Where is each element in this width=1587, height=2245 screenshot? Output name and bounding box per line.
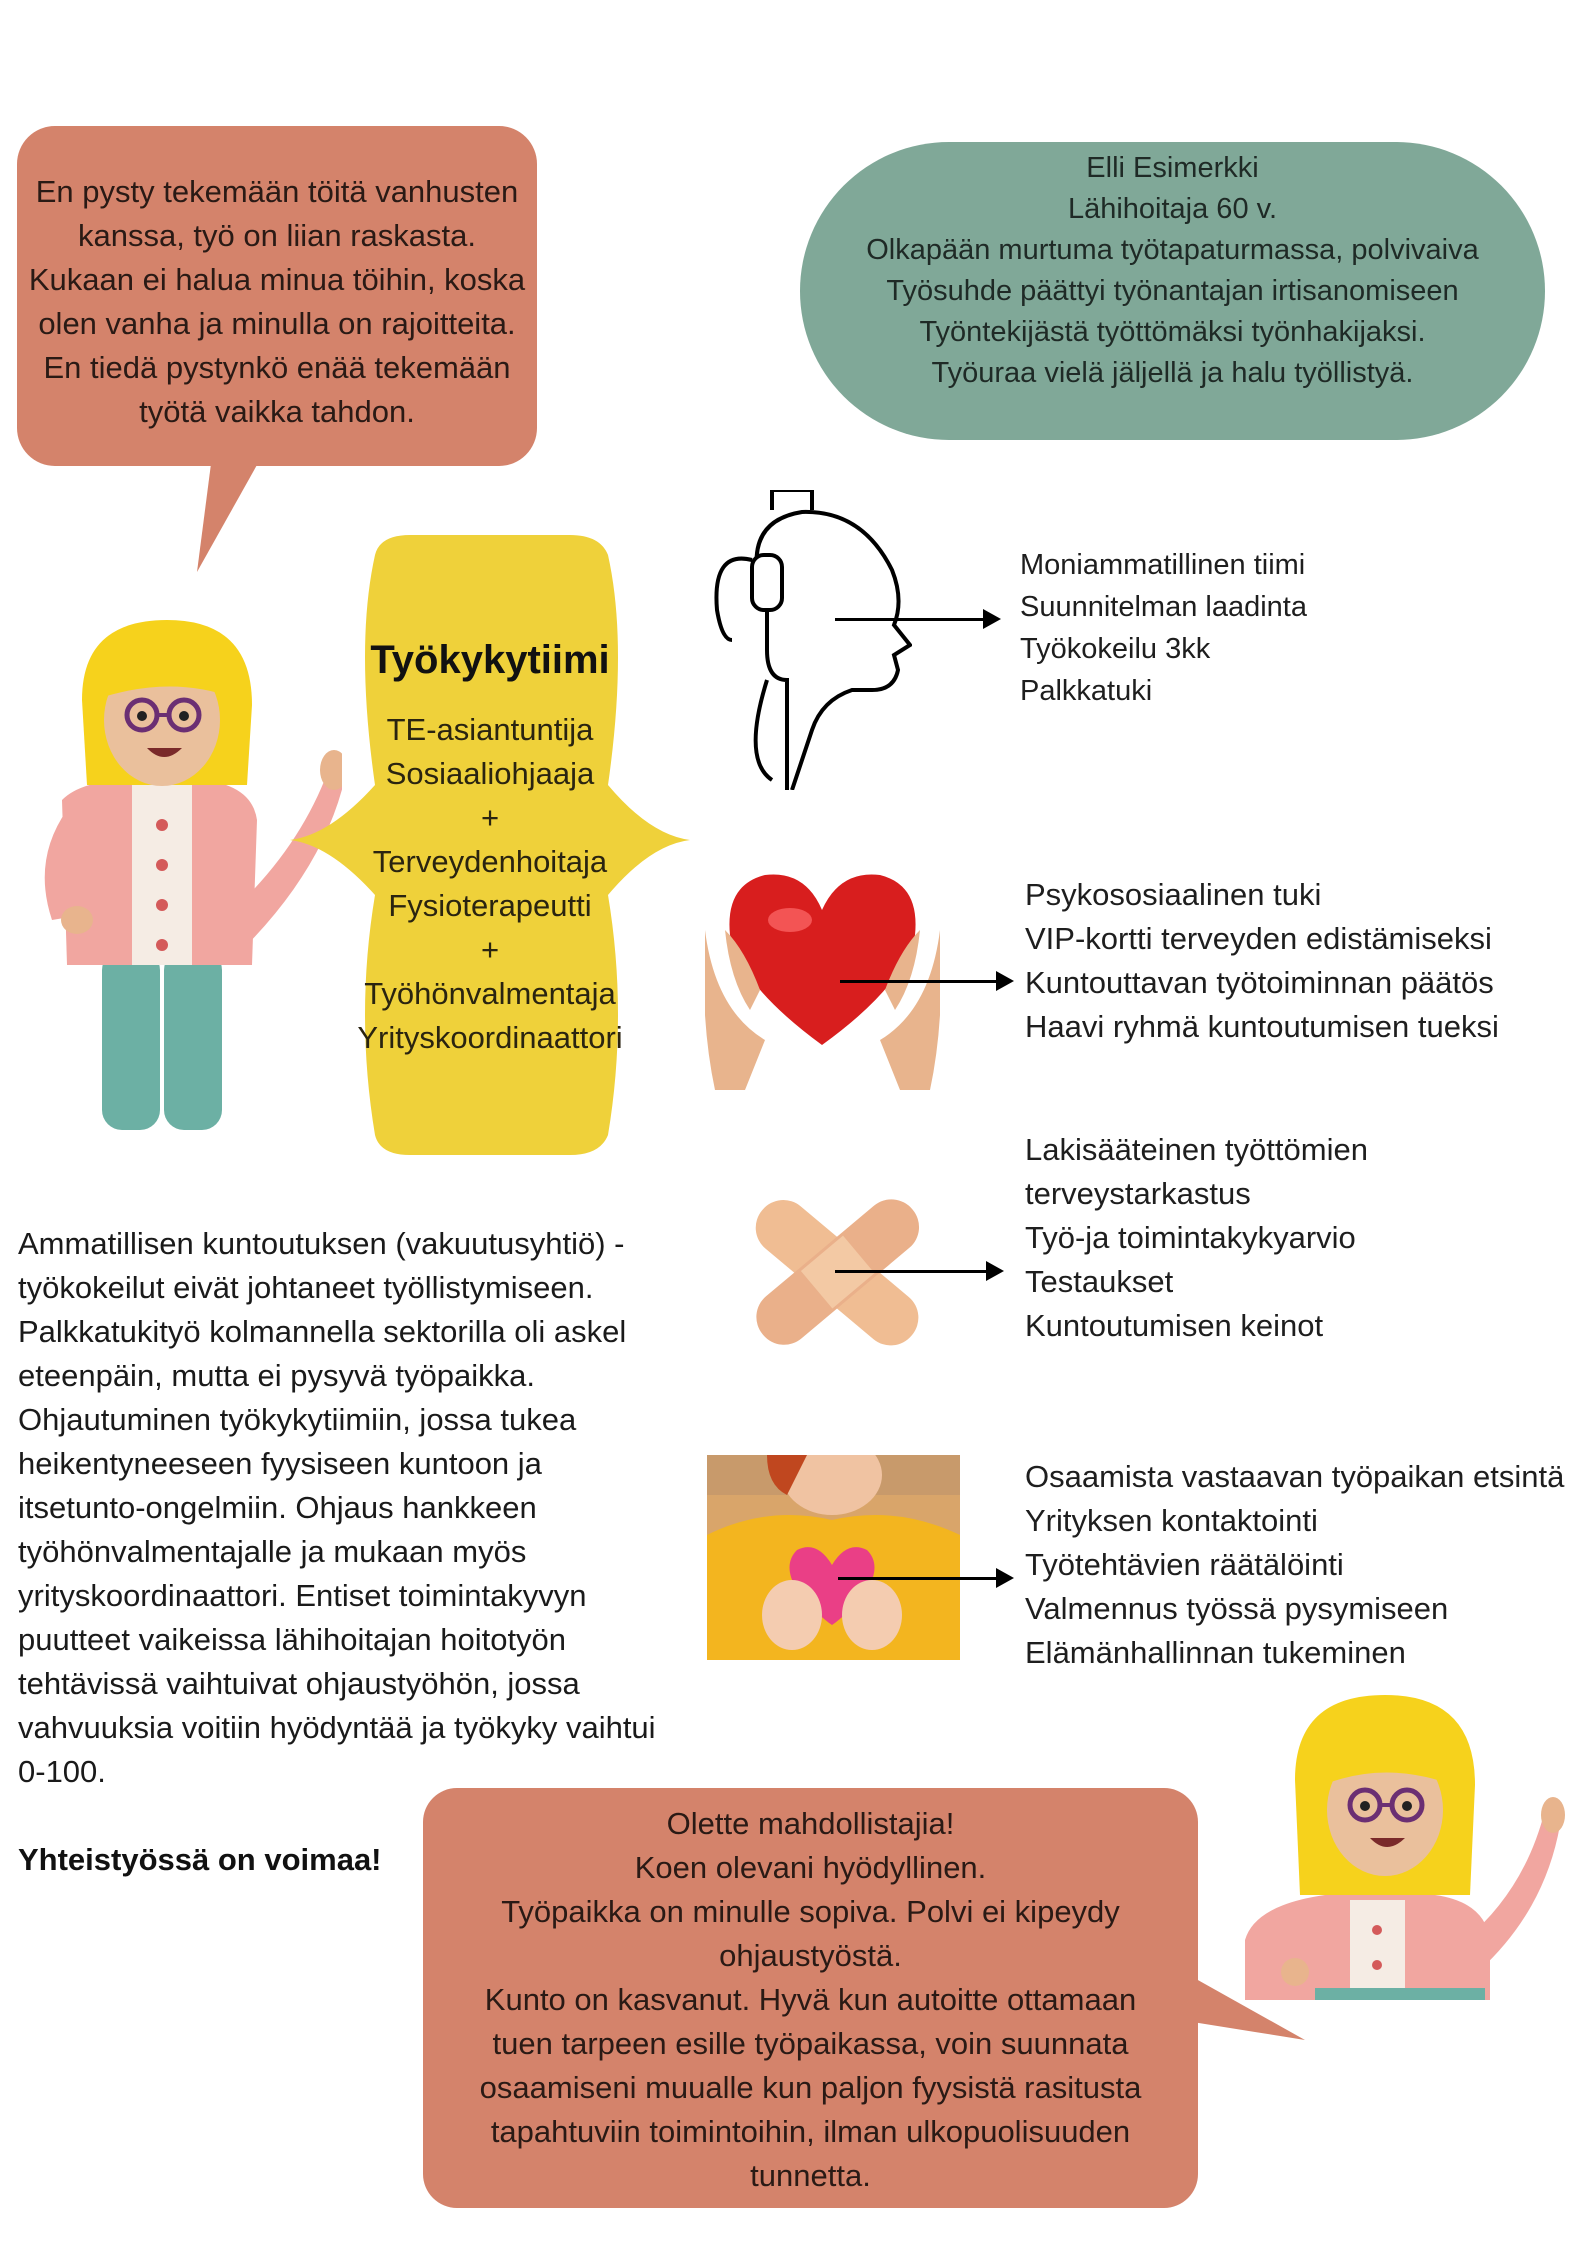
arrow-icon bbox=[838, 1577, 1010, 1580]
character-illustration bbox=[1235, 1690, 1565, 2000]
speech-bottom-line: ohjaustyöstä. bbox=[719, 1938, 902, 1973]
story-line: heikentyneeseen fyysiseen kuntoon ja bbox=[18, 1446, 542, 1481]
service-item: Osaamista vastaavan työpaikan etsintä bbox=[1025, 1459, 1565, 1494]
service-item: Työkokeilu 3kk bbox=[1020, 633, 1211, 665]
service-item: VIP-kortti terveyden edistämiseksi bbox=[1025, 921, 1492, 956]
tagline: Yhteistyössä on voimaa! bbox=[18, 1842, 382, 1877]
story-line: eteenpäin, mutta ei pysyvä työpaikka. bbox=[18, 1358, 535, 1393]
service-item: Työtehtävien räätälöinti bbox=[1025, 1547, 1344, 1582]
arrow-icon bbox=[835, 618, 997, 621]
team-member: Terveydenhoitaja bbox=[372, 844, 608, 879]
profile-line: Työsuhde päättyi työnantajan irtisanomiseen bbox=[886, 275, 1459, 307]
service-item: Kuntoutumisen keinot bbox=[1025, 1308, 1324, 1343]
team-member: + bbox=[480, 932, 500, 967]
speech-bottom-line: tapahtuviin toimintoihin, ilman ulkopuolisuuden bbox=[490, 2114, 1131, 2149]
team-badge bbox=[340, 630, 640, 1060]
story-line: tehtävissä vaihtuivat ohjaustyöhön, jossa bbox=[18, 1666, 580, 1701]
speech-bubble-bottom bbox=[423, 1788, 1198, 2208]
story-line: työhönvalmentajalle ja mukaan myös bbox=[18, 1534, 527, 1569]
story-line: puutteet vaikeissa lähihoitajan hoitotyön bbox=[18, 1622, 567, 1657]
service-item: Testaukset bbox=[1025, 1264, 1174, 1299]
service-item: Suunnitelman laadinta bbox=[1020, 591, 1307, 623]
story-line: 0-100. bbox=[18, 1754, 106, 1789]
profile-line: Olkapään murtuma työtapaturmassa, polvivaiva bbox=[866, 234, 1479, 266]
team-member: Työhönvalmentaja bbox=[364, 976, 616, 1011]
arrow-icon bbox=[840, 980, 1010, 983]
service-list-4 bbox=[1025, 1455, 1564, 1675]
team-member: Fysioterapeutti bbox=[388, 888, 592, 923]
speech-top-line: työtä vaikka tahdon. bbox=[139, 394, 415, 429]
arrow-icon bbox=[835, 1270, 1000, 1273]
service-item: Palkkatuki bbox=[1020, 675, 1153, 707]
service-item: Moniammatillinen tiimi bbox=[1020, 549, 1306, 581]
speech-top-line: En pysty tekemään töitä vanhusten bbox=[35, 174, 519, 209]
team-title: Työkykytiimi bbox=[370, 638, 610, 682]
service-item: Elämänhallinnan tukeminen bbox=[1025, 1635, 1406, 1670]
service-item: Haavi ryhmä kuntoutumisen tueksi bbox=[1025, 1009, 1499, 1044]
team-member: Yrityskoordinaattori bbox=[357, 1020, 623, 1055]
headset-head-icon bbox=[712, 490, 912, 790]
story-line: Palkkatukityö kolmannella sektorilla oli askel bbox=[18, 1314, 627, 1349]
story-line: työkokeilut eivät johtaneet työllistymiseen. bbox=[18, 1270, 594, 1305]
profile-card bbox=[800, 142, 1545, 440]
service-item: Kuntouttavan työtoiminnan päätös bbox=[1025, 965, 1494, 1000]
speech-bottom-line: Työpaikka on minulle sopiva. Polvi ei kipeydy bbox=[501, 1894, 1120, 1929]
profile-line: Lähihoitaja 60 v. bbox=[1067, 193, 1278, 225]
service-item: Valmennus työssä pysymiseen bbox=[1025, 1591, 1449, 1626]
service-list-2 bbox=[1025, 873, 1499, 1049]
speech-bottom-line: osaamiseni muualle kun paljon fyysistä rasitusta bbox=[479, 2070, 1142, 2105]
speech-bottom-line: tuen tarpeen esille työpaikassa, voin suunnata bbox=[492, 2026, 1129, 2061]
speech-top-line: Kukaan ei halua minua töihin, koska bbox=[28, 262, 526, 297]
service-item: Lakisääteinen työttömien bbox=[1025, 1132, 1368, 1167]
service-item: Työ-ja toimintakykyarvio bbox=[1025, 1220, 1356, 1255]
speech-top-line: En tiedä pystynkö enää tekemään bbox=[43, 350, 511, 385]
story-line: itsetunto-ongelmiin. Ohjaus hankkeen bbox=[18, 1490, 537, 1525]
speech-bottom-line: Olette mahdollistajia! bbox=[666, 1806, 955, 1841]
service-list-3 bbox=[1025, 1128, 1368, 1348]
profile-line: Työuraa vielä jäljellä ja halu työllistyä. bbox=[931, 357, 1414, 389]
story-line: Ohjautuminen työkykytiimiin, jossa tukea bbox=[18, 1402, 577, 1437]
team-member: Sosiaaliohjaaja bbox=[385, 756, 595, 791]
speech-bottom-line: tunnetta. bbox=[750, 2158, 871, 2193]
profile-line: Elli Esimerkki bbox=[1086, 152, 1259, 184]
team-member: TE-asiantuntija bbox=[386, 712, 594, 747]
service-item: Yrityksen kontaktointi bbox=[1025, 1503, 1318, 1538]
speech-top-line: kanssa, työ on liian raskasta. bbox=[77, 218, 477, 253]
story-line: yrityskoordinaattori. Entiset toimintakyvyn bbox=[18, 1578, 587, 1613]
story-line: Ammatillisen kuntoutuksen (vakuutusyhtiö) - bbox=[18, 1226, 625, 1261]
speech-bubble-top bbox=[17, 126, 537, 466]
service-item: terveystarkastus bbox=[1025, 1176, 1251, 1211]
story-line: vahvuuksia voitiin hyödyntää ja työkyky vaihtui bbox=[18, 1710, 656, 1745]
team-member: + bbox=[480, 800, 500, 835]
story-text bbox=[18, 1222, 656, 1794]
service-list-1 bbox=[1020, 544, 1307, 712]
service-item: Psykososiaalinen tuki bbox=[1025, 877, 1322, 912]
person-heart-icon bbox=[707, 1455, 960, 1660]
speech-bottom-line: Koen olevani hyödyllinen. bbox=[634, 1850, 987, 1885]
speech-bottom-line: Kunto on kasvanut. Hyvä kun autoitte ottamaan bbox=[484, 1982, 1137, 2017]
profile-line: Työntekijästä työttömäksi työnhakijaksi. bbox=[919, 316, 1426, 348]
speech-top-line: olen vanha ja minulla on rajoitteita. bbox=[38, 306, 516, 341]
